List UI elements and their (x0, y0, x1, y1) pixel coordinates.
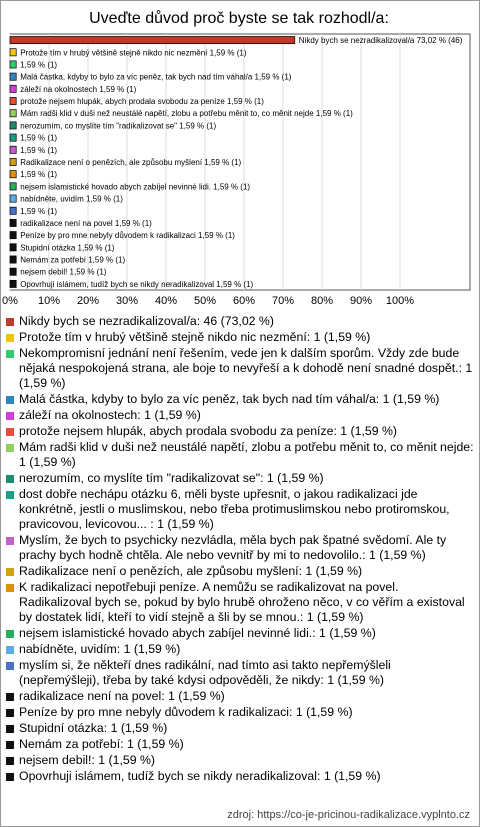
legend-item (6, 564, 474, 579)
x-tick-label: 40% (154, 295, 178, 307)
legend-item (6, 705, 474, 720)
bar-label: záleží na okolnostech 1,59 % (1) (20, 84, 137, 94)
legend-label: Myslím, že bych to psychicky nezvládla, měla bych pak špatné svědomí. Ale ty prachy bych hodně chtěla. Ale nebo vevnitř by mi to nedovolilo.: 1 (1,59 %) (19, 533, 447, 562)
legend-item (6, 689, 474, 704)
bar (10, 207, 16, 214)
legend-label: myslím si, že někteří dnes radikální, nad tímto asi takto nepřemýšleli (nepřemýšleji), třeba by také kdysi odpověděli, že nikdy: 1 (1,59 %) (19, 658, 391, 687)
bar-label: radikalizace není na povel 1,59 % (1) (20, 218, 152, 228)
legend-item (6, 424, 474, 439)
bar-label: Mám radši klid v duši než neustálé napětí, zlobu a potřebu měnit to, co měnit nejde 1,59 % (1) (20, 109, 353, 119)
bar (10, 146, 16, 153)
legend-swatch (6, 537, 14, 545)
legend-label: záleží na okolnostech: 1 (1,59 %) (19, 408, 201, 422)
legend-swatch (6, 709, 14, 717)
legend-item (6, 769, 474, 784)
bar (10, 37, 295, 44)
bar-label: Opovrhuji islámem, tudíž bych se nikdy neradikalizoval 1,59 % (1) (20, 279, 254, 289)
bar (10, 195, 16, 202)
legend-item (6, 487, 474, 532)
bar (10, 85, 16, 92)
x-tick-label: 90% (349, 295, 373, 307)
legend-label: Stupidní otázka: 1 (1,59 %) (19, 721, 168, 735)
legend-swatch (6, 662, 14, 670)
source-note: zdroj: https://co-je-pricinou-radikalizace.vyplnto.cz (227, 809, 470, 821)
legend-swatch (6, 773, 14, 781)
bar (10, 256, 16, 263)
legend-item (6, 642, 474, 657)
legend-item (6, 440, 474, 470)
x-tick-label: 10% (37, 295, 61, 307)
legend-item (6, 658, 474, 688)
bar (10, 122, 16, 129)
legend-label: radikalizace není na povel: 1 (1,59 %) (19, 689, 225, 703)
legend-label: Nemám za potřebí: 1 (1,59 %) (19, 737, 184, 751)
bar (10, 219, 16, 226)
legend-swatch (6, 741, 14, 749)
legend-label: Peníze by pro mne nebyly důvodem k radikalizaci: 1 (1,59 %) (19, 705, 353, 719)
bar (10, 97, 16, 104)
legend-swatch (6, 350, 14, 358)
legend-label: Protože tím v hrubý většině stejně nikdo nic nezmění: 1 (1,59 %) (19, 330, 371, 344)
legend-swatch (6, 584, 14, 592)
legend-item (6, 721, 474, 736)
bar (10, 244, 16, 251)
chart-title: Uveďte důvod proč byste se tak rozhodl/a: (89, 10, 389, 27)
bar (10, 73, 16, 80)
bar-label: 1,59 % (1) (20, 133, 58, 143)
bar (10, 171, 16, 178)
bar (10, 158, 16, 165)
legend-item (6, 346, 474, 391)
legend-label: Nikdy bych se nezradikalizoval/a: 46 (73,02 %) (19, 314, 274, 328)
legend-label: dost dobře nechápu otázku 6, měli byste upřesnit, o jakou radikalizaci jde konkrétně, jestli o muslimskou, nebo třeba protimuslimskou nebo protiromskou, pravicovou, levicovou... : 1 (1,59 %) (19, 487, 450, 531)
legend-label: protože nejsem hlupák, abych prodala svobodu za peníze: 1 (1,59 %) (19, 424, 398, 438)
legend-swatch (6, 568, 14, 576)
legend-label: Opovrhuji islámem, tudíž bych se nikdy neradikalizoval: 1 (1,59 %) (19, 769, 381, 783)
bar (10, 134, 16, 141)
legend-label: nabídněte, uvidím: 1 (1,59 %) (19, 642, 181, 656)
legend-item (6, 471, 474, 486)
bar (10, 268, 16, 275)
bar-label: nerozumím, co myslíte tím "radikalizovat se" 1,59 % (1) (20, 121, 217, 131)
legend-item (6, 626, 474, 641)
legend-swatch (6, 428, 14, 436)
legend-swatch (6, 646, 14, 654)
chart-legend (6, 314, 474, 785)
x-tick-label: 100% (385, 295, 415, 307)
legend-label: Malá částka, kdyby to bylo za víc peněz, tak bych nad tím váhal/a: 1 (1,59 %) (19, 392, 440, 406)
x-tick-label: 20% (76, 295, 100, 307)
legend-item (6, 737, 474, 752)
bar-label: Radikalizace není o penězích, ale způsobu myšlení 1,59 % (1) (20, 158, 242, 167)
legend-swatch (6, 444, 14, 452)
legend-swatch (6, 334, 14, 342)
legend-swatch (6, 693, 14, 701)
legend-item (6, 392, 474, 407)
x-tick-label: 30% (115, 295, 139, 307)
legend-item (6, 314, 474, 329)
bar (10, 183, 16, 190)
x-tick-label: 50% (193, 295, 217, 307)
bar (10, 110, 16, 117)
legend-item (6, 330, 474, 345)
bar (10, 49, 16, 56)
bar-label: 1,59 % (1) (20, 145, 58, 155)
bar-label: Nemám za potřebí 1,59 % (1) (20, 255, 126, 265)
legend-swatch (6, 630, 14, 638)
bar-label: 1,59 % (1) (20, 60, 58, 70)
legend-item (6, 580, 474, 625)
legend-label: Radikalizace není o penězích, ale způsobu myšlení: 1 (1,59 %) (19, 564, 363, 578)
bar-label: Peníze by pro mne nebyly důvodem k radikalizaci 1,59 % (1) (20, 231, 235, 241)
bar (10, 61, 16, 68)
legend-label: nejsem debil!: 1 (1,59 %) (19, 753, 156, 767)
legend-swatch (6, 475, 14, 483)
legend-swatch (6, 757, 14, 765)
legend-label: nerozumím, co myslíte tím "radikalizovat se": 1 (1,59 %) (19, 471, 324, 485)
legend-swatch (6, 725, 14, 733)
bar-chart (0, 0, 480, 310)
bar (10, 280, 16, 287)
bar-label: Malá částka, kdyby to bylo za víc peněz, tak bych nad tím váhal/a 1,59 % (1) (20, 72, 292, 82)
bar-label: nabídněte, uvidím 1,59 % (1) (20, 194, 123, 204)
legend-item (6, 533, 474, 563)
legend-swatch (6, 491, 14, 499)
legend-item (6, 753, 474, 768)
bar-label: nejsem islamistické hovado abych zabíjel nevinné lidi. 1,59 % (1) (20, 182, 251, 192)
bar-label: nejsem debil! 1,59 % (1) (20, 267, 107, 277)
legend-swatch (6, 318, 14, 326)
bar (10, 232, 16, 239)
bar-label: Nikdy bych se nezradikalizoval/a 73,02 % (46) (298, 36, 463, 46)
legend-swatch (6, 412, 14, 420)
x-tick-label: 60% (232, 295, 256, 307)
legend-item (6, 408, 474, 423)
bar-label: Stupidní otázka 1,59 % (1) (20, 243, 115, 253)
bar-label: 1,59 % (1) (20, 170, 58, 180)
x-tick-label: 80% (310, 295, 334, 307)
legend-swatch (6, 396, 14, 404)
bar-label: Protože tím v hrubý většině stejně nikdo nic nezmění 1,59 % (1) (20, 48, 247, 58)
legend-label: K radikalizaci nepotřebuji peníze. A nemůžu se radikalizovat na povel. Radikalizoval bych se, pokud by bylo hrubě ohroženo něco, v co věřím a existoval by dostatek lidí, kteří to vidí stejně a šli by se mnou.: 1 (1,59 %) (19, 580, 465, 624)
x-tick-label: 70% (271, 295, 295, 307)
legend-label: Mám radši klid v duši než neustálé napětí, zlobu a potřebu měnit to, co měnit nejde: 1 (1,59 %) (19, 440, 474, 469)
bar-label: protože nejsem hlupák, abych prodala svobodu za peníze 1,59 % (1) (20, 97, 264, 107)
legend-label: nejsem islamistické hovado abych zabíjel nevinné lidi.: 1 (1,59 %) (19, 626, 376, 640)
bar-label: 1,59 % (1) (20, 206, 58, 216)
x-axis-ticks (2, 295, 414, 307)
x-tick-label: 0% (2, 295, 18, 307)
legend-label: Nekompromisní jednání není řešením, vede jen k dalším sporům. Vždy zde bude nějaká nespokojená strana, ale boje to nevyřeší a k dohodě není snadné dospět.: 1 (1,59 %) (19, 346, 473, 390)
